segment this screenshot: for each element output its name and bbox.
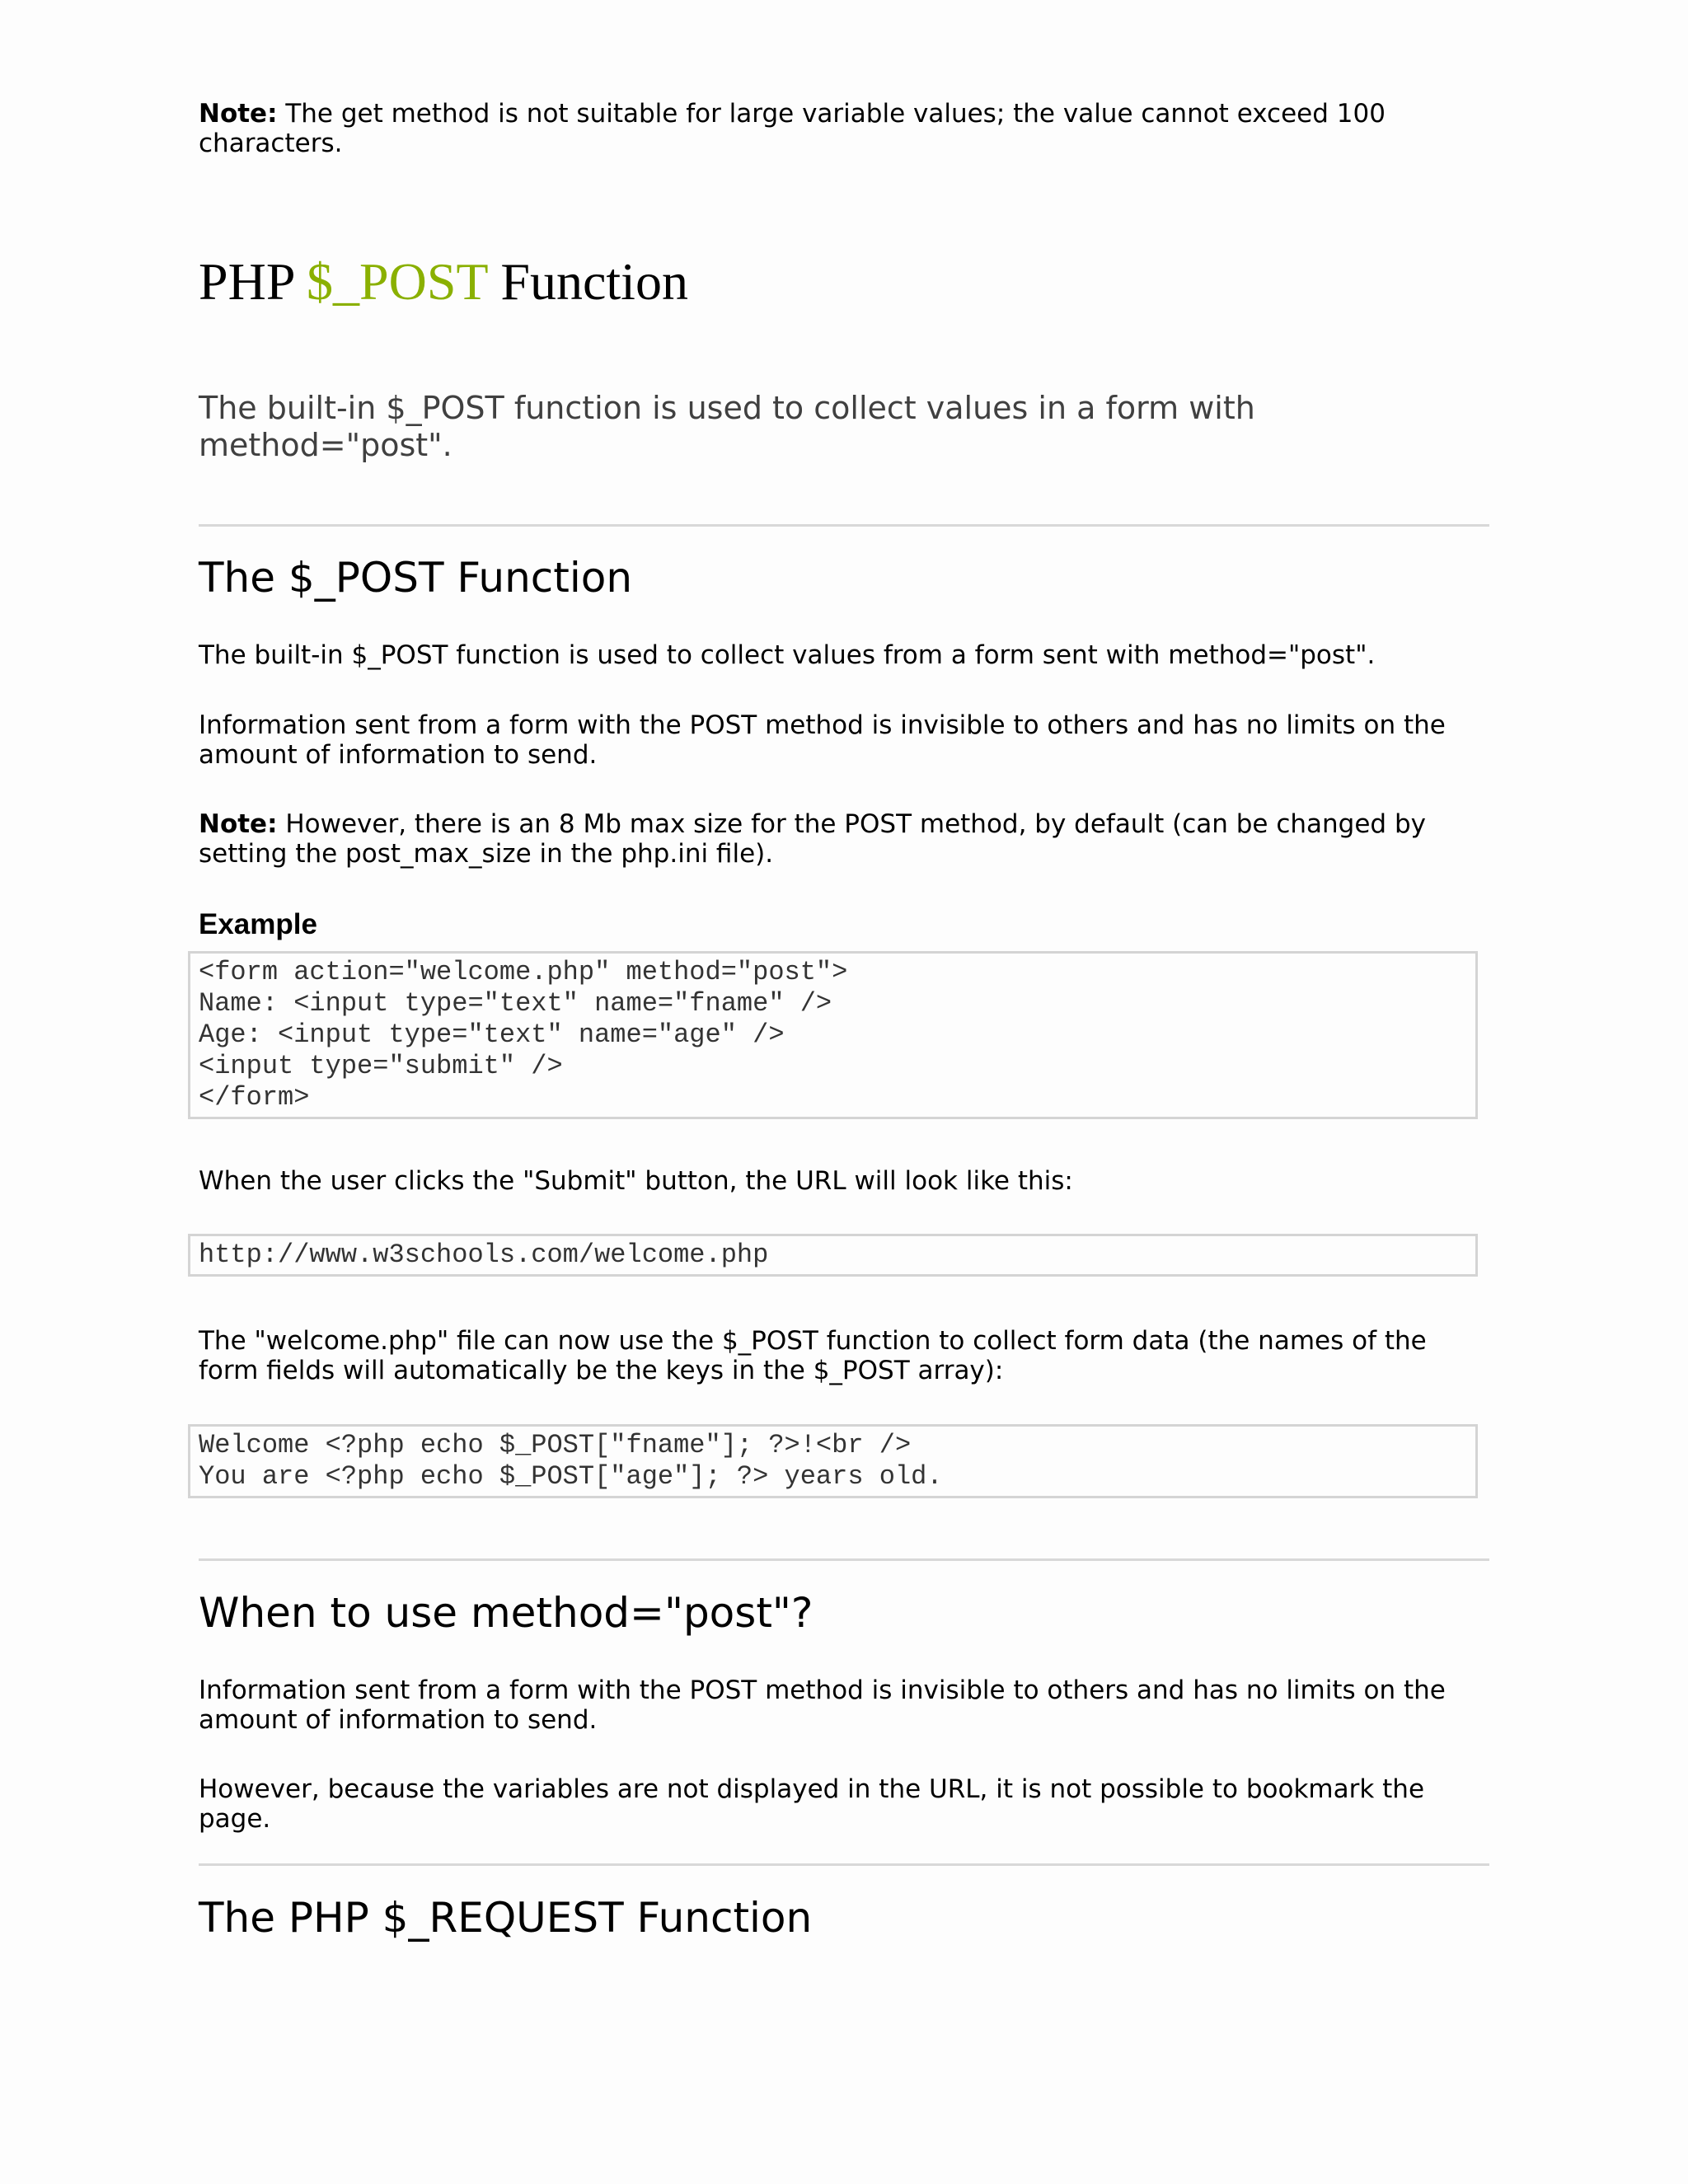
post-para-1: The built-in $_POST function is used to collect values from a form sent with method="post". (199, 640, 1376, 670)
example-heading: Example (199, 908, 317, 940)
code-line: <form action="welcome.php" method="post"> (199, 957, 848, 987)
welcome-code-block (188, 1424, 1478, 1498)
note-label: Note: (199, 809, 278, 839)
url-code-line: http://www.w3schools.com/welcome.php (199, 1240, 769, 1270)
code-line: <input type="submit" /> (199, 1051, 563, 1081)
divider (199, 1558, 1489, 1561)
code-line: Welcome <?php echo $_POST["fname"]; ?>!<br /> (199, 1430, 912, 1460)
page-title (199, 252, 688, 312)
page-title-accent: $_POST (307, 252, 488, 311)
url-intro-text: When the user clicks the "Submit" button, the URL will look like this: (199, 1166, 1073, 1196)
when-para-1: Information sent from a form with the POST method is invisible to others and has no limits on the amount of information to send. (199, 1675, 1446, 1735)
welcome-intro-text: The "welcome.php" file can now use the $_POST function to collect form data (the names of the form fields will automatically be the keys in the $_POST array): (199, 1326, 1427, 1385)
code-line: You are <?php echo $_POST["age"]; ?> years old. (199, 1461, 943, 1492)
intro-text: The built-in $_POST function is used to collect values in a form with method="post". (199, 390, 1255, 463)
section-heading-post: The $_POST Function (199, 554, 633, 602)
section-heading-when: When to use method="post"? (199, 1589, 814, 1637)
note-get-method (199, 99, 1386, 158)
note-text: However, there is an 8 Mb max size for the POST method, by default (can be changed by setting the post_max_size in the php.ini file). (199, 809, 1426, 869)
note-label: Note: (199, 99, 278, 129)
post-para-2: Information sent from a form with the POST method is invisible to others and has no limits on the amount of information to send. (199, 710, 1446, 770)
code-line: Age: <input type="text" name="age" /> (199, 1019, 785, 1050)
post-note (199, 809, 1451, 869)
page-title-prefix: PHP (199, 252, 307, 311)
section-heading-request: The PHP $_REQUEST Function (199, 1894, 813, 1942)
code-line: Name: <input type="text" name="fname" /> (199, 988, 832, 1019)
page-title-suffix: Function (487, 252, 688, 311)
example-code-block (188, 951, 1478, 1119)
code-line: </form> (199, 1082, 310, 1113)
when-para-2: However, because the variables are not displayed in the URL, it is not possible to bookmark the page. (199, 1774, 1425, 1834)
url-code-block (188, 1234, 1478, 1277)
note-text: The get method is not suitable for large variable values; the value cannot exceed 100 characters. (199, 99, 1386, 158)
divider (199, 524, 1489, 527)
divider (199, 1863, 1489, 1866)
